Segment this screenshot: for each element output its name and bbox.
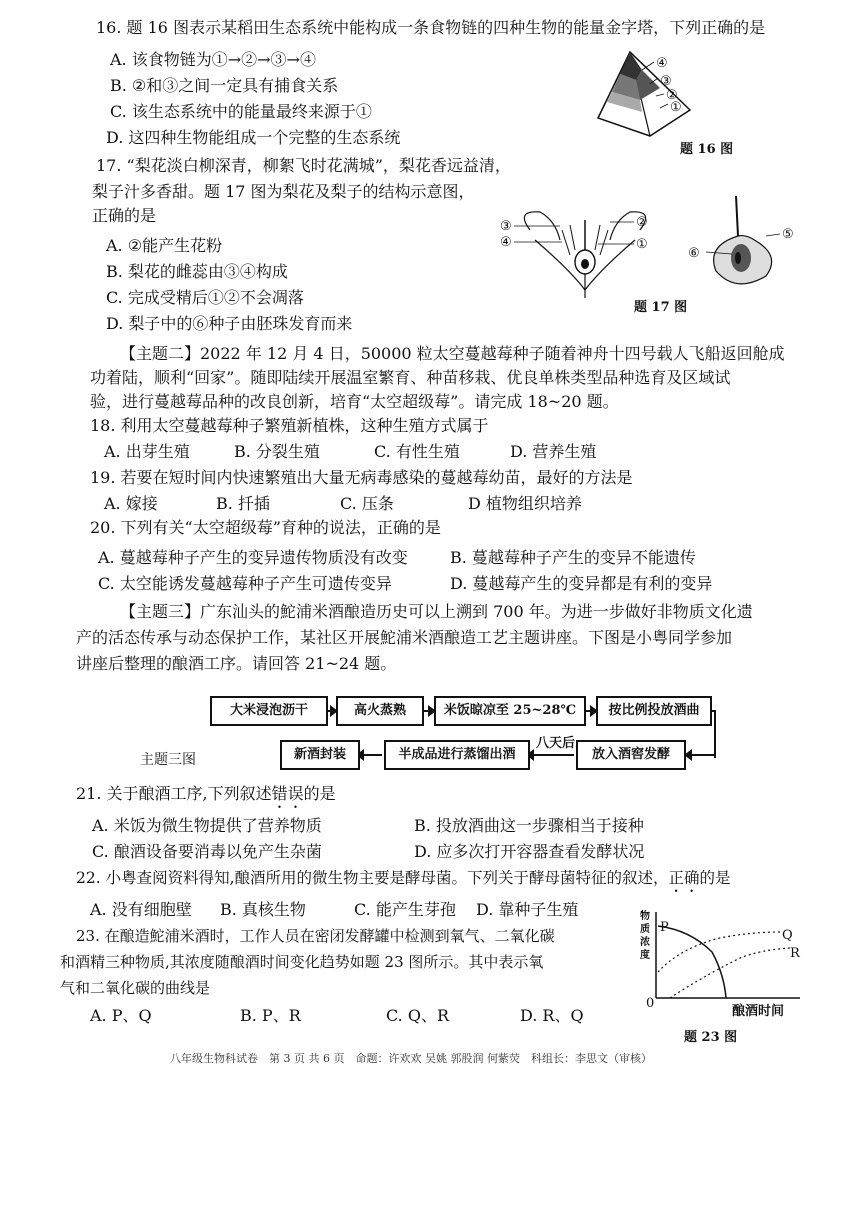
q16-figure-caption: 题 16 图 bbox=[680, 142, 734, 157]
q23-stem-line2: 和酒精三种物质,其浓度随酿酒时间变化趋势如题 23 图所示。其中表示氧 bbox=[60, 953, 544, 971]
q21-option-c: C. 酿酒设备要消毒以免产生杂菌 bbox=[92, 842, 322, 861]
theme3-line3: 讲座后整理的酿酒工序。请回答 21~24 题。 bbox=[76, 654, 397, 673]
q17-option-a: A. ②能产生花粉 bbox=[106, 236, 223, 255]
flower-label-1: ① bbox=[636, 237, 648, 252]
q19-option-a: A. 嫁接 bbox=[104, 494, 158, 513]
q22-emphasis: 正确 bbox=[668, 869, 700, 887]
q20-option-c: C. 太空能诱发蔓越莓种子产生可遗传变异 bbox=[98, 574, 392, 593]
q22-option-c: C. 能产生芽孢 bbox=[354, 900, 456, 919]
q23-stem-line3: 气和二氧化碳的曲线是 bbox=[60, 979, 211, 997]
flower-label-2: ② bbox=[636, 215, 648, 230]
fruit-label-6: ⑥ bbox=[688, 246, 700, 261]
q17-option-c: C. 完成受精后①②不会凋落 bbox=[106, 288, 304, 307]
q16-option-c: C. 该生态系统中的能量最终来源于① bbox=[110, 102, 372, 121]
q19-option-d: D 植物组织培养 bbox=[468, 494, 582, 513]
chart-xlabel: 酿酒时间 bbox=[732, 1004, 785, 1019]
flow-arrow bbox=[528, 754, 574, 756]
theme3-line1: 【主题三】广东汕头的鮀浦米酒酿造历史可以上溯到 700 年。为进一步做好非物质文化遗 bbox=[120, 602, 753, 621]
q19-option-b: B. 扦插 bbox=[216, 494, 270, 513]
flower-label-3: ③ bbox=[500, 219, 512, 234]
q18-option-a: A. 出芽生殖 bbox=[104, 442, 190, 461]
chart-origin: 0 bbox=[646, 996, 655, 1011]
q20-stem: 20. 下列有关“太空超级莓”育种的说法，正确的是 bbox=[90, 518, 441, 537]
q20-option-b: B. 蔓越莓种子产生的变异不能遗传 bbox=[450, 548, 696, 567]
chart-series-r: R bbox=[790, 946, 800, 961]
pear-fruit-figure bbox=[696, 196, 806, 296]
flow-step-ferment: 放入酒窖发酵 bbox=[576, 740, 686, 770]
chart-series-p: P bbox=[660, 920, 669, 935]
q17-stem-line3: 正确的是 bbox=[92, 206, 157, 225]
flow-arrow bbox=[584, 710, 596, 712]
flow-arrow bbox=[358, 754, 382, 756]
flow-arrow bbox=[686, 754, 714, 756]
q17-stem-line1: 17. “梨花淡白柳深青，柳絮飞时花满城”，梨花香远益清， bbox=[96, 156, 511, 175]
flow-connector bbox=[710, 710, 716, 758]
pyramid-label-4: ④ bbox=[656, 56, 668, 71]
chart-ylabel: 物质浓度 bbox=[640, 911, 650, 961]
q16-stem: 16. 题 16 图表示某稻田生态系统中能构成一条食物链的四种生物的能量金字塔，下列正确的是 bbox=[96, 18, 766, 37]
q20-option-a: A. 蔓越莓种子产生的变异遗传物质没有改变 bbox=[98, 548, 408, 567]
flow-step-soak: 大米浸泡沥干 bbox=[210, 696, 328, 726]
theme2-line3: 验，进行蔓越莓品种的改良创新，培育“太空超级莓”。请完成 18~20 题。 bbox=[90, 392, 619, 411]
energy-pyramid-figure bbox=[590, 40, 700, 140]
chart-series-q: Q bbox=[782, 928, 793, 943]
q21-stem: 21. 关于酿酒工序,下列叙述错误的是 bbox=[76, 784, 336, 803]
q17-option-d: D. 梨子中的⑥种子由胚珠发育而来 bbox=[106, 314, 353, 333]
flow-arrow bbox=[422, 710, 434, 712]
q21-emphasis: 错误 bbox=[271, 784, 304, 803]
pyramid-label-2: ② bbox=[666, 88, 678, 103]
flower-label-4: ④ bbox=[500, 235, 512, 250]
page-footer: 八年级生物科试卷 第 3 页 共 6 页 命题：许欢欢 吴姚 郭股润 何紫荧 科组长：李思文（审核） bbox=[170, 1052, 652, 1065]
q19-stem: 19. 若要在短时间内快速繁殖出大量无病毒感染的蔓越莓幼苗，最好的方法是 bbox=[90, 468, 633, 487]
q17-option-b: B. 梨花的雌蕊由③④构成 bbox=[106, 262, 288, 281]
q18-option-b: B. 分裂生殖 bbox=[234, 442, 320, 461]
q18-stem: 18. 利用太空蔓越莓种子繁殖新植株，这种生殖方式属于 bbox=[90, 416, 489, 435]
q18-option-d: D. 营养生殖 bbox=[510, 442, 597, 461]
q23-stem-line1: 23. 在酿造鮀浦米酒时，工作人员在密闭发酵罐中检测到氧气、二氧化碳 bbox=[76, 927, 555, 945]
pyramid-label-3: ③ bbox=[660, 74, 672, 89]
flow-arrow-label: 八天后 bbox=[536, 736, 576, 751]
flow-caption: 主题三图 bbox=[140, 752, 196, 768]
theme2-line1: 【主题二】2022 年 12 月 4 日，50000 粒太空蔓越莓种子随着神舟十四号载人飞船返回舱成 bbox=[120, 344, 785, 363]
q21-option-b: B. 投放酒曲这一步骤相当于接种 bbox=[414, 816, 644, 835]
q23-option-d: D. R、Q bbox=[520, 1006, 584, 1025]
q22-option-b: B. 真核生物 bbox=[220, 900, 306, 919]
q21-option-d: D. 应多次打开容器查看发酵状况 bbox=[414, 842, 645, 861]
flow-step-add-yeast: 按比例投放酒曲 bbox=[596, 696, 712, 726]
q23-option-a: A. P、Q bbox=[90, 1006, 152, 1025]
curve-p bbox=[658, 926, 726, 998]
q22-stem: 22. 小粤查阅资料得知,酿酒所用的微生物主要是酵母菌。下列关于酵母菌特征的叙述，正确的是 bbox=[76, 869, 731, 887]
flow-step-steam: 高火蒸熟 bbox=[336, 696, 424, 726]
q23-option-b: B. P、R bbox=[240, 1006, 301, 1025]
curve-r bbox=[670, 948, 790, 998]
q16-option-a: A. 该食物链为①→②→③→④ bbox=[110, 50, 316, 69]
q16-option-b: B. ②和③之间一定具有捕食关系 bbox=[110, 76, 339, 95]
q20-option-d: D. 蔓越莓产生的变异都是有利的变异 bbox=[450, 574, 713, 593]
flow-step-cool: 米饭晾凉至 25~28℃ bbox=[434, 696, 586, 726]
flow-step-distill: 半成品进行蒸馏出酒 bbox=[384, 740, 530, 770]
q23-option-c: C. Q、R bbox=[386, 1006, 450, 1025]
q16-option-d: D. 这四种生物能组成一个完整的生态系统 bbox=[106, 128, 401, 147]
q21-option-a: A. 米饭为微生物提供了营养物质 bbox=[92, 816, 322, 835]
q17-figure-caption: 题 17 图 bbox=[634, 300, 688, 315]
pyramid-label-1: ① bbox=[670, 100, 682, 115]
q19-option-c: C. 压条 bbox=[340, 494, 394, 513]
theme3-line2: 产的活态传承与动态保护工作，某社区开展鮀浦米酒酿造工艺主题讲座。下图是小粤同学参加 bbox=[76, 628, 733, 647]
theme2-line2: 功着陆，顺利“回家”。随即陆续开展温室繁育、种苗移栽、优良单株类型品种选育及区域试 bbox=[90, 368, 731, 387]
q18-option-c: C. 有性生殖 bbox=[374, 442, 460, 461]
q17-stem-line2: 梨子汁多香甜。题 17 图为梨花及梨子的结构示意图， bbox=[92, 182, 475, 201]
q22-option-a: A. 没有细胞壁 bbox=[90, 900, 192, 919]
fruit-label-5: ⑤ bbox=[782, 227, 794, 242]
q22-option-d: D. 靠种子生殖 bbox=[476, 900, 579, 919]
flow-arrow bbox=[326, 710, 336, 712]
q23-figure-caption: 题 23 图 bbox=[684, 1030, 738, 1045]
flow-step-seal: 新酒封装 bbox=[280, 740, 360, 770]
